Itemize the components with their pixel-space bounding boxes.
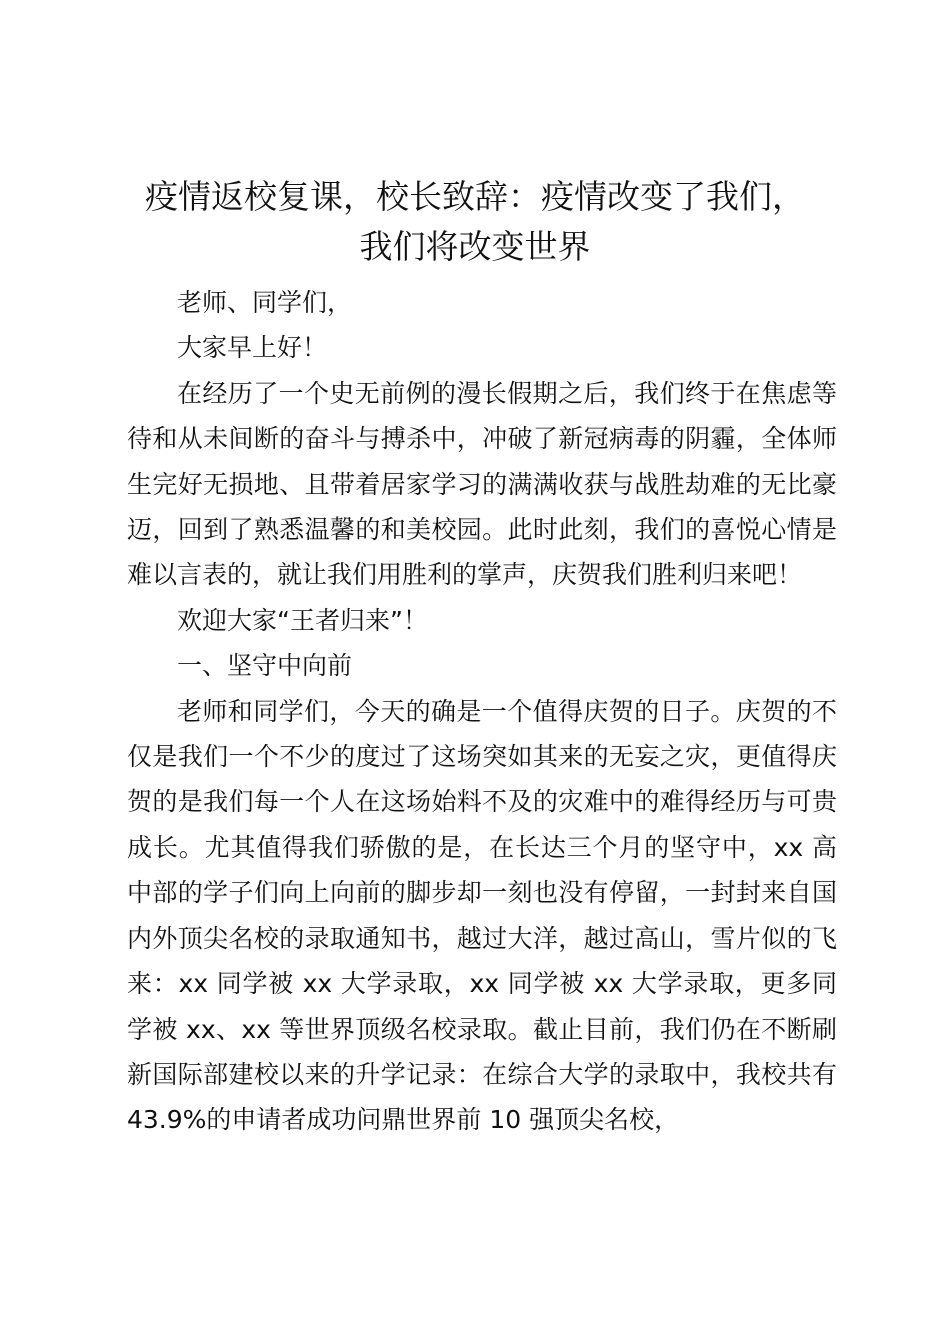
document-body: [127, 280, 837, 1143]
greeting: 大家早上好！: [177, 333, 328, 363]
paragraph-welcome: 欢迎大家“王者归来”！: [177, 605, 428, 635]
paragraph-opening: 在经历了一个史无前例的漫长假期之后，我们终于在焦虑等待和从未间断的奋斗与搏杀中，冲破了新冠病毒的阴霾，全体师生完好无损地、且带着居家学习的满满收获与战胜劫难的无比豪迈，回到了熟悉温馨的和美校园。此时此刻，我们的喜悦心情是难以言表的，就让我们用胜利的掌声，庆贺我们胜利归来吧！: [127, 378, 837, 590]
document-title-line-1: 疫情返校复课，校长致辞：疫情改变了我们，: [145, 177, 805, 216]
paragraph-section-1: 老师和同学们，今天的确是一个值得庆贺的日子。庆贺的不仅是我们一个不少的度过了这场突如其来的无妄之灾，更值得庆贺的是我们每一个人在这场始料不及的灾难中的难得经历与可贵成长。尤其值得我们骄傲的是，在长达三个月的坚守中，xx 高中部的学子们向上向前的脚步却一刻也没有停留，一封封来自国内外顶尖名校的录取通知书，越过大洋，越过高山，雪片似的飞来：xx 同学被 xx 大学录取，xx 同学被 xx 大学录取，更多同学被 xx、xx 等世界顶级名校录取。截止目前，我们仍在不断刷新国际部建校以来的升学记录：在综合大学的录取中，我校共有 43.9%的申请者成功问鼎世界前 10 强顶尖名校，: [127, 696, 837, 1135]
document-title-line-2: 我们将改变世界: [359, 227, 591, 266]
salutation: 老师、同学们，: [177, 288, 353, 317]
section-heading-1: 一、坚守中向前: [177, 651, 353, 681]
